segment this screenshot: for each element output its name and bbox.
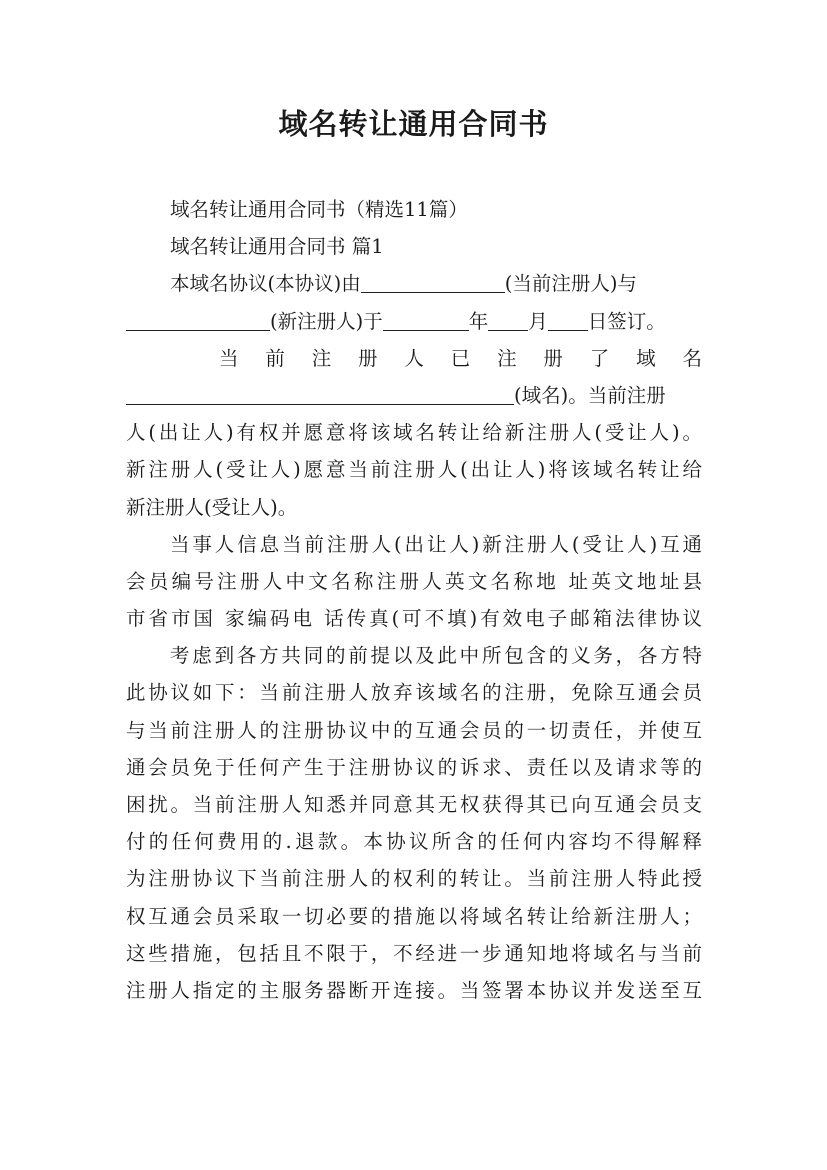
char: 名 <box>682 346 702 370</box>
paragraph-subtitle: 域名转让通用合同书（精选11篇） <box>170 198 468 221</box>
fill-blank-month <box>488 308 528 331</box>
text-line: 会员编号注册人中文名称注册人英文名称地 址英文地址县 <box>126 569 702 593</box>
agreement-date-line <box>126 303 702 340</box>
text-line: 注册人指定的主服务器断开连接。当签署本协议并发送至互 <box>126 978 702 1002</box>
text-line: 为注册协议下当前注册人的权利的转让。当前注册人特此授 <box>126 867 702 891</box>
text-segment: (域名)。当前注册 <box>514 383 666 407</box>
fill-blank-year <box>383 308 469 331</box>
char: 注 <box>311 346 332 370</box>
text-segment: 本域名协议(本协议)由 <box>170 272 361 296</box>
section-heading: 域名转让通用合同书 篇1 <box>170 235 384 259</box>
text-line: 人(出让人)有权并愿意将该域名转让给新注册人(受让人)。 <box>126 421 702 445</box>
text-line: 新注册人(受让人)愿意当前注册人(出让人)将该域名转让给 <box>126 458 702 482</box>
text-line: 付的任何费用的.退款。本协议所含的任何内容均不得解释 <box>126 830 702 854</box>
text-line: 新注册人(受让人)。 <box>126 495 298 519</box>
agreement-intro-line <box>126 265 702 302</box>
text-line: 与当前注册人的注册协议中的互通会员的一切责任，并使互 <box>126 718 702 742</box>
char: 册 <box>358 346 378 370</box>
text-segment: (当前注册人)与 <box>504 272 637 296</box>
document-title: 域名转让通用合同书 <box>278 107 549 141</box>
fill-blank-new-registrant <box>126 308 270 331</box>
text-line: 市省市国 家编码电 话传真(可不填)有效电子邮箱法律协议 <box>126 607 702 631</box>
text-line: 此协议如下：当前注册人放弃该域名的注册，免除互通会员 <box>126 681 702 705</box>
text-segment: 月 <box>528 309 548 333</box>
char: 已 <box>450 346 471 370</box>
char: 当 <box>219 346 239 370</box>
char: 人 <box>404 346 424 370</box>
text-line: 通会员免于任何产生于注册协议的诉求、责任以及请求等的 <box>126 755 702 779</box>
text-line: 考虑到各方共同的前提以及此中所包含的义务，各方特 <box>170 644 702 668</box>
text-line: 权互通会员采取一切必要的措施以将域名转让给新注册人； <box>126 904 702 928</box>
char: 册 <box>543 346 563 370</box>
domain-blank-line <box>126 377 702 414</box>
char: 域 <box>636 346 656 370</box>
text-segment: 年 <box>468 309 489 333</box>
spread-text-line <box>126 340 702 377</box>
fill-blank-day <box>548 308 588 331</box>
char: 了 <box>589 346 610 370</box>
fill-blank-domain <box>126 382 514 405</box>
char: 前 <box>265 346 285 370</box>
text-line: 当事人信息当前注册人(出让人)新注册人(受让人)互通 <box>170 532 702 556</box>
text-line: 这些措施，包括且不限于，不经进一步通知地将域名与当前 <box>126 941 702 965</box>
fill-blank-current-registrant <box>361 270 505 293</box>
text-segment: 日签订。 <box>587 309 666 333</box>
char: 注 <box>497 346 517 370</box>
document-body <box>126 191 702 1009</box>
text-segment: (新注册人)于 <box>270 309 383 333</box>
text-line: 困扰。当前注册人知悉并同意其无权获得其已向互通会员支 <box>126 793 702 816</box>
